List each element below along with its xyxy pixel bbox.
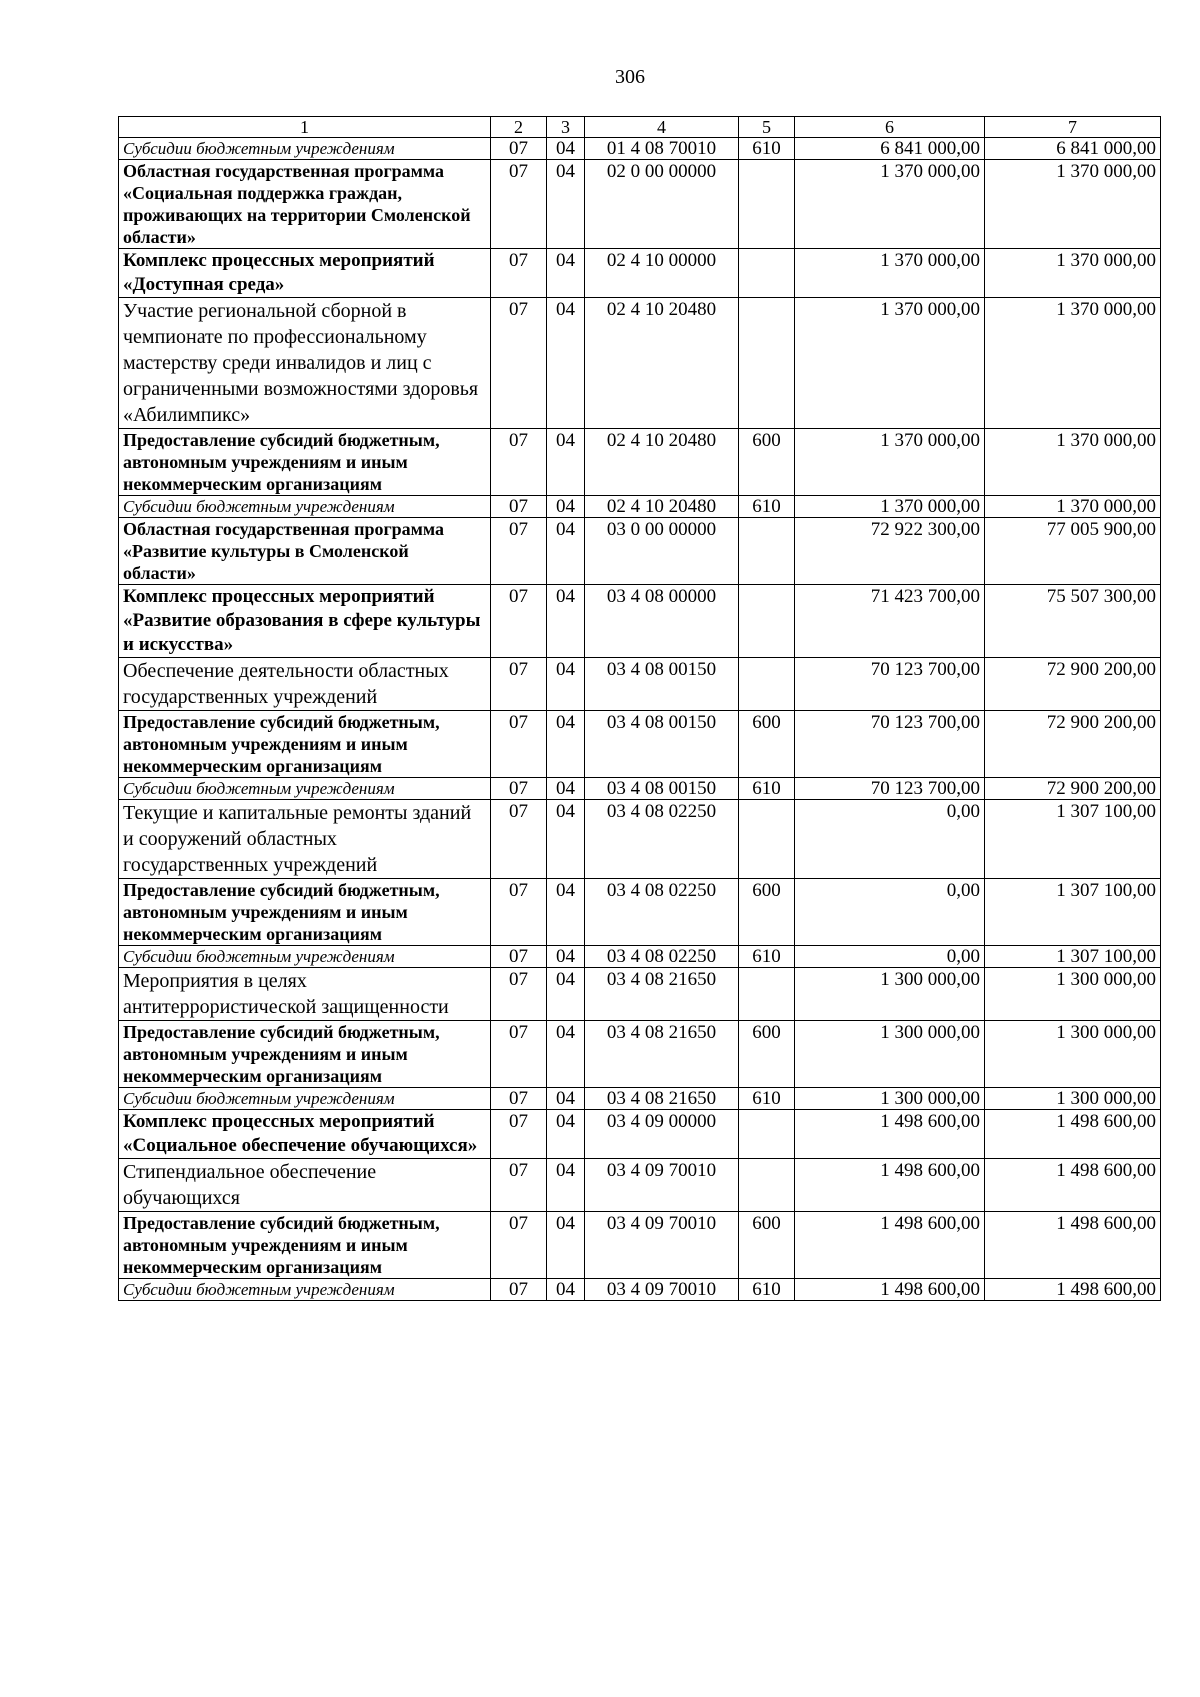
target-article-cell: 03 4 09 70010 bbox=[585, 1159, 739, 1212]
section-code-cell: 07 bbox=[491, 1088, 547, 1110]
target-article-cell: 02 0 00 00000 bbox=[585, 160, 739, 249]
amount-year2-cell: 1 370 000,00 bbox=[985, 249, 1161, 298]
table-row bbox=[119, 298, 1161, 429]
target-article-cell: 01 4 08 70010 bbox=[585, 138, 739, 160]
row-name-cell: Предоставление субсидий бюджетным, автономным учреждениям и иным некоммерческим организациям bbox=[119, 711, 491, 778]
amount-year1-cell: 72 922 300,00 bbox=[795, 518, 985, 585]
expense-type-cell: 610 bbox=[739, 496, 795, 518]
column-header: 1 bbox=[119, 117, 491, 138]
target-article-cell: 03 4 08 00150 bbox=[585, 658, 739, 711]
expense-type-cell bbox=[739, 800, 795, 879]
target-article-cell: 03 4 08 21650 bbox=[585, 968, 739, 1021]
subsection-code-cell: 04 bbox=[547, 138, 585, 160]
section-code-cell: 07 bbox=[491, 711, 547, 778]
section-code-cell: 07 bbox=[491, 1212, 547, 1279]
section-code-cell: 07 bbox=[491, 160, 547, 249]
target-article-cell: 03 4 09 70010 bbox=[585, 1279, 739, 1301]
column-header: 5 bbox=[739, 117, 795, 138]
expense-type-cell: 600 bbox=[739, 1212, 795, 1279]
section-code-cell: 07 bbox=[491, 298, 547, 429]
amount-year2-cell: 1 370 000,00 bbox=[985, 496, 1161, 518]
section-code-cell: 07 bbox=[491, 946, 547, 968]
amount-year2-cell: 77 005 900,00 bbox=[985, 518, 1161, 585]
target-article-cell: 03 0 00 00000 bbox=[585, 518, 739, 585]
expense-type-cell bbox=[739, 249, 795, 298]
row-name-cell: Предоставление субсидий бюджетным, автономным учреждениям и иным некоммерческим организациям bbox=[119, 1021, 491, 1088]
amount-year1-cell: 1 370 000,00 bbox=[795, 429, 985, 496]
amount-year1-cell: 1 300 000,00 bbox=[795, 968, 985, 1021]
expense-type-cell: 600 bbox=[739, 711, 795, 778]
target-article-cell: 02 4 10 20480 bbox=[585, 496, 739, 518]
row-name-cell: Областная государственная программа «Развитие культуры в Смоленской области» bbox=[119, 518, 491, 585]
amount-year2-cell: 75 507 300,00 bbox=[985, 585, 1161, 658]
target-article-cell: 03 4 09 00000 bbox=[585, 1110, 739, 1159]
target-article-cell: 03 4 08 02250 bbox=[585, 946, 739, 968]
column-header: 2 bbox=[491, 117, 547, 138]
row-name-cell: Комплекс процессных мероприятий «Развитие образования в сфере культуры и искусства» bbox=[119, 585, 491, 658]
subsection-code-cell: 04 bbox=[547, 711, 585, 778]
section-code-cell: 07 bbox=[491, 518, 547, 585]
expense-type-cell bbox=[739, 1159, 795, 1212]
expense-type-cell bbox=[739, 658, 795, 711]
subsection-code-cell: 04 bbox=[547, 429, 585, 496]
subsection-code-cell: 04 bbox=[547, 1212, 585, 1279]
amount-year1-cell: 1 370 000,00 bbox=[795, 496, 985, 518]
amount-year1-cell: 1 370 000,00 bbox=[795, 160, 985, 249]
section-code-cell: 07 bbox=[491, 658, 547, 711]
expense-type-cell bbox=[739, 160, 795, 249]
table-row bbox=[119, 1088, 1161, 1110]
section-code-cell: 07 bbox=[491, 879, 547, 946]
row-name-cell: Предоставление субсидий бюджетным, автономным учреждениям и иным некоммерческим организациям bbox=[119, 429, 491, 496]
target-article-cell: 03 4 08 00150 bbox=[585, 778, 739, 800]
row-name-cell: Мероприятия в целях антитеррористической защищенности bbox=[119, 968, 491, 1021]
row-name-cell: Субсидии бюджетным учреждениям bbox=[119, 496, 491, 518]
amount-year1-cell: 0,00 bbox=[795, 879, 985, 946]
subsection-code-cell: 04 bbox=[547, 585, 585, 658]
table-row bbox=[119, 968, 1161, 1021]
table-row bbox=[119, 1212, 1161, 1279]
section-code-cell: 07 bbox=[491, 138, 547, 160]
target-article-cell: 03 4 08 21650 bbox=[585, 1088, 739, 1110]
row-name-cell: Стипендиальное обеспечение обучающихся bbox=[119, 1159, 491, 1212]
row-name-cell: Комплекс процессных мероприятий «Доступная среда» bbox=[119, 249, 491, 298]
table-row bbox=[119, 1279, 1161, 1301]
column-header: 7 bbox=[985, 117, 1161, 138]
expense-type-cell: 610 bbox=[739, 778, 795, 800]
table-row bbox=[119, 778, 1161, 800]
amount-year1-cell: 71 423 700,00 bbox=[795, 585, 985, 658]
amount-year2-cell: 1 370 000,00 bbox=[985, 160, 1161, 249]
table-row bbox=[119, 249, 1161, 298]
section-code-cell: 07 bbox=[491, 778, 547, 800]
amount-year2-cell: 1 370 000,00 bbox=[985, 298, 1161, 429]
target-article-cell: 03 4 08 21650 bbox=[585, 1021, 739, 1088]
expense-type-cell bbox=[739, 518, 795, 585]
budget-table bbox=[118, 116, 1161, 1301]
column-header: 6 bbox=[795, 117, 985, 138]
page-number: 306 bbox=[615, 66, 645, 88]
table-row bbox=[119, 1159, 1161, 1212]
subsection-code-cell: 04 bbox=[547, 1088, 585, 1110]
section-code-cell: 07 bbox=[491, 1021, 547, 1088]
expense-type-cell bbox=[739, 585, 795, 658]
amount-year2-cell: 1 300 000,00 bbox=[985, 968, 1161, 1021]
subsection-code-cell: 04 bbox=[547, 968, 585, 1021]
target-article-cell: 03 4 08 02250 bbox=[585, 800, 739, 879]
row-name-cell: Предоставление субсидий бюджетным, автономным учреждениям и иным некоммерческим организациям bbox=[119, 879, 491, 946]
amount-year2-cell: 1 498 600,00 bbox=[985, 1159, 1161, 1212]
row-name-cell: Субсидии бюджетным учреждениям bbox=[119, 138, 491, 160]
target-article-cell: 02 4 10 00000 bbox=[585, 249, 739, 298]
subsection-code-cell: 04 bbox=[547, 658, 585, 711]
row-name-cell: Текущие и капитальные ремонты зданий и сооружений областных государственных учреждений bbox=[119, 800, 491, 879]
table-body bbox=[119, 138, 1161, 1301]
expense-type-cell: 600 bbox=[739, 429, 795, 496]
table-row bbox=[119, 429, 1161, 496]
amount-year1-cell: 1 498 600,00 bbox=[795, 1110, 985, 1159]
table-row bbox=[119, 518, 1161, 585]
expense-type-cell: 610 bbox=[739, 1088, 795, 1110]
amount-year2-cell: 1 300 000,00 bbox=[985, 1021, 1161, 1088]
amount-year1-cell: 1 300 000,00 bbox=[795, 1088, 985, 1110]
expense-type-cell: 610 bbox=[739, 946, 795, 968]
subsection-code-cell: 04 bbox=[547, 518, 585, 585]
table-row bbox=[119, 879, 1161, 946]
amount-year1-cell: 1 370 000,00 bbox=[795, 298, 985, 429]
expense-type-cell bbox=[739, 968, 795, 1021]
subsection-code-cell: 04 bbox=[547, 946, 585, 968]
amount-year1-cell: 1 370 000,00 bbox=[795, 249, 985, 298]
table-row bbox=[119, 138, 1161, 160]
row-name-cell: Областная государственная программа «Социальная поддержка граждан, проживающих на территории Смоленской области» bbox=[119, 160, 491, 249]
amount-year2-cell: 1 307 100,00 bbox=[985, 800, 1161, 879]
subsection-code-cell: 04 bbox=[547, 249, 585, 298]
row-name-cell: Участие региональной сборной в чемпионате по профессиональному мастерству среди инвалидов и лиц с ограниченными возможностями здоровья «Абилимпикс» bbox=[119, 298, 491, 429]
expense-type-cell: 600 bbox=[739, 1021, 795, 1088]
amount-year2-cell: 72 900 200,00 bbox=[985, 711, 1161, 778]
amount-year2-cell: 1 307 100,00 bbox=[985, 946, 1161, 968]
row-name-cell: Субсидии бюджетным учреждениям bbox=[119, 946, 491, 968]
subsection-code-cell: 04 bbox=[547, 1110, 585, 1159]
amount-year1-cell: 1 300 000,00 bbox=[795, 1021, 985, 1088]
amount-year2-cell: 1 498 600,00 bbox=[985, 1110, 1161, 1159]
expense-type-cell bbox=[739, 1110, 795, 1159]
expense-type-cell: 610 bbox=[739, 1279, 795, 1301]
section-code-cell: 07 bbox=[491, 800, 547, 879]
amount-year1-cell: 6 841 000,00 bbox=[795, 138, 985, 160]
amount-year2-cell: 1 300 000,00 bbox=[985, 1088, 1161, 1110]
amount-year1-cell: 1 498 600,00 bbox=[795, 1212, 985, 1279]
amount-year1-cell: 0,00 bbox=[795, 800, 985, 879]
amount-year1-cell: 70 123 700,00 bbox=[795, 778, 985, 800]
row-name-cell: Субсидии бюджетным учреждениям bbox=[119, 1088, 491, 1110]
amount-year2-cell: 72 900 200,00 bbox=[985, 778, 1161, 800]
row-name-cell: Обеспечение деятельности областных государственных учреждений bbox=[119, 658, 491, 711]
section-code-cell: 07 bbox=[491, 1279, 547, 1301]
amount-year2-cell: 1 498 600,00 bbox=[985, 1279, 1161, 1301]
table-row bbox=[119, 1110, 1161, 1159]
row-name-cell: Субсидии бюджетным учреждениям bbox=[119, 1279, 491, 1301]
table-row bbox=[119, 1021, 1161, 1088]
subsection-code-cell: 04 bbox=[547, 160, 585, 249]
expense-type-cell bbox=[739, 298, 795, 429]
subsection-code-cell: 04 bbox=[547, 879, 585, 946]
amount-year2-cell: 1 498 600,00 bbox=[985, 1212, 1161, 1279]
target-article-cell: 03 4 08 00000 bbox=[585, 585, 739, 658]
expense-type-cell: 600 bbox=[739, 879, 795, 946]
target-article-cell: 02 4 10 20480 bbox=[585, 298, 739, 429]
section-code-cell: 07 bbox=[491, 429, 547, 496]
section-code-cell: 07 bbox=[491, 249, 547, 298]
target-article-cell: 02 4 10 20480 bbox=[585, 429, 739, 496]
amount-year1-cell: 70 123 700,00 bbox=[795, 711, 985, 778]
subsection-code-cell: 04 bbox=[547, 800, 585, 879]
subsection-code-cell: 04 bbox=[547, 298, 585, 429]
amount-year2-cell: 1 370 000,00 bbox=[985, 429, 1161, 496]
target-article-cell: 03 4 08 02250 bbox=[585, 879, 739, 946]
section-code-cell: 07 bbox=[491, 1110, 547, 1159]
subsection-code-cell: 04 bbox=[547, 1159, 585, 1212]
target-article-cell: 03 4 08 00150 bbox=[585, 711, 739, 778]
table-row bbox=[119, 496, 1161, 518]
table-row bbox=[119, 585, 1161, 658]
table-row bbox=[119, 946, 1161, 968]
row-name-cell: Субсидии бюджетным учреждениям bbox=[119, 778, 491, 800]
target-article-cell: 03 4 09 70010 bbox=[585, 1212, 739, 1279]
section-code-cell: 07 bbox=[491, 496, 547, 518]
amount-year2-cell: 6 841 000,00 bbox=[985, 138, 1161, 160]
amount-year1-cell: 1 498 600,00 bbox=[795, 1159, 985, 1212]
subsection-code-cell: 04 bbox=[547, 496, 585, 518]
expense-type-cell: 610 bbox=[739, 138, 795, 160]
column-header: 4 bbox=[585, 117, 739, 138]
section-code-cell: 07 bbox=[491, 1159, 547, 1212]
row-name-cell: Предоставление субсидий бюджетным, автономным учреждениям и иным некоммерческим организациям bbox=[119, 1212, 491, 1279]
amount-year1-cell: 70 123 700,00 bbox=[795, 658, 985, 711]
section-code-cell: 07 bbox=[491, 968, 547, 1021]
amount-year1-cell: 0,00 bbox=[795, 946, 985, 968]
column-header: 3 bbox=[547, 117, 585, 138]
table-row bbox=[119, 711, 1161, 778]
section-code-cell: 07 bbox=[491, 585, 547, 658]
amount-year2-cell: 72 900 200,00 bbox=[985, 658, 1161, 711]
amount-year2-cell: 1 307 100,00 bbox=[985, 879, 1161, 946]
amount-year1-cell: 1 498 600,00 bbox=[795, 1279, 985, 1301]
subsection-code-cell: 04 bbox=[547, 1279, 585, 1301]
subsection-code-cell: 04 bbox=[547, 778, 585, 800]
row-name-cell: Комплекс процессных мероприятий «Социальное обеспечение обучающихся» bbox=[119, 1110, 491, 1159]
table-row bbox=[119, 160, 1161, 249]
table-row bbox=[119, 658, 1161, 711]
table-row bbox=[119, 800, 1161, 879]
table-header-row bbox=[119, 117, 1161, 138]
subsection-code-cell: 04 bbox=[547, 1021, 585, 1088]
